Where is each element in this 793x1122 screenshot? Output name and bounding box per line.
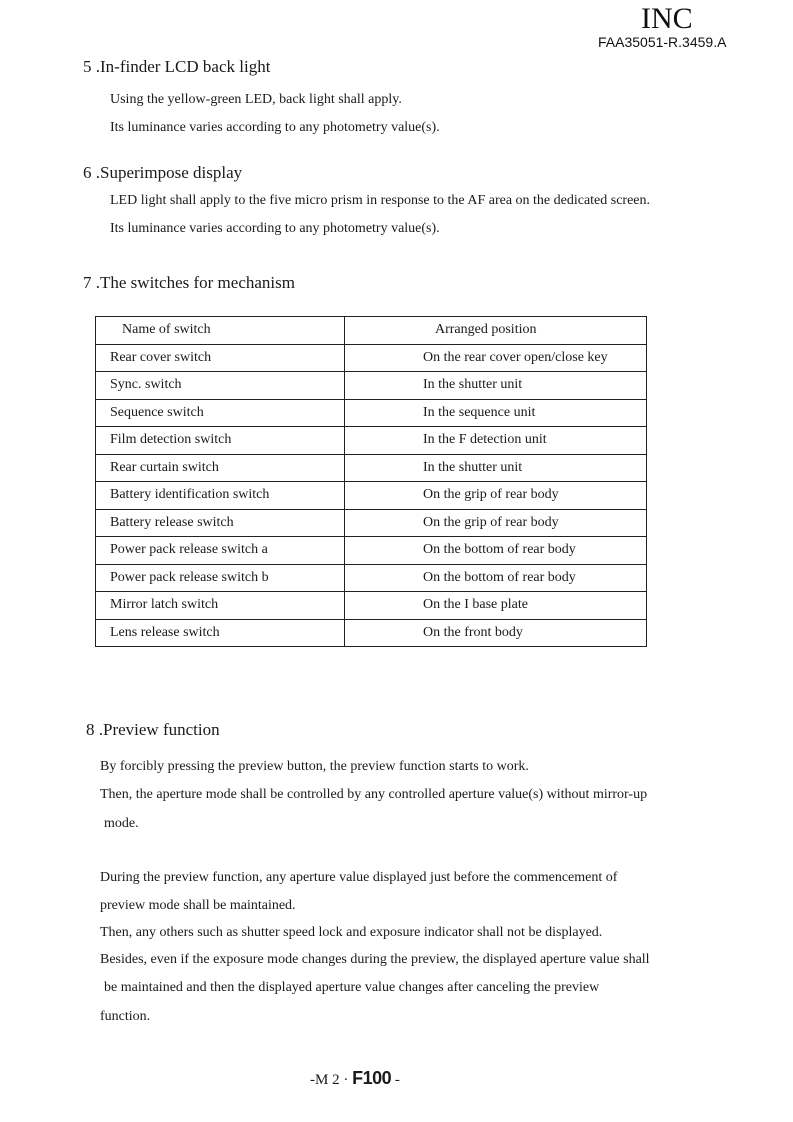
model-name: F100 [352, 1068, 392, 1088]
switch-name-cell: Mirror latch switch [96, 592, 345, 620]
section-8-line-9: function. [100, 1009, 151, 1024]
switch-position-cell: In the shutter unit [345, 372, 647, 400]
section-6-line-1: LED light shall apply to the five micro prism in response to the AF area on the dedicated screen. [110, 193, 651, 208]
section-8-line-4: During the preview function, any aperture value displayed just before the commencement of [100, 870, 618, 885]
section-8-line-2: Then, the aperture mode shall be controlled by any controlled aperture value(s) without mirror-up [100, 787, 648, 802]
section-6-title: 6 .Superimpose display [83, 163, 243, 182]
switch-position-cell: On the grip of rear body [345, 509, 647, 537]
table-row [96, 372, 647, 400]
switch-position-cell: On the bottom of rear body [345, 537, 647, 565]
table-row [96, 344, 647, 372]
footer-dash: - [394, 1072, 400, 1088]
switch-name-cell: Lens release switch [96, 619, 345, 647]
table-row [96, 399, 647, 427]
section-5-line-1: Using the yellow-green LED, back light shall apply. [110, 92, 402, 107]
section-8-line-3: mode. [104, 816, 139, 831]
switch-name-cell: Rear cover switch [96, 344, 345, 372]
table-row [96, 564, 647, 592]
table-row [96, 619, 647, 647]
switch-position-cell: On the front body [345, 619, 647, 647]
switch-position-cell: In the sequence unit [345, 399, 647, 427]
table-row [96, 482, 647, 510]
switch-table [95, 316, 647, 647]
table-header-cell: Arranged position [345, 317, 647, 345]
switch-name-cell: Film detection switch [96, 427, 345, 455]
switch-position-cell: On the rear cover open/close key [345, 344, 647, 372]
table-row [96, 537, 647, 565]
section-8-title: 8 .Preview function [86, 720, 220, 739]
switch-position-cell: On the I base plate [345, 592, 647, 620]
section-5-line-2: Its luminance varies according to any photometry value(s). [110, 120, 440, 135]
table-row [96, 454, 647, 482]
section-8-line-5: preview mode shall be maintained. [100, 898, 296, 913]
switch-name-cell: Power pack release switch a [96, 537, 345, 565]
section-8-line-7: Besides, even if the exposure mode changes during the preview, the displayed aperture value shall [100, 952, 650, 967]
table-row [96, 509, 647, 537]
section-6-line-2: Its luminance varies according to any photometry value(s). [110, 221, 440, 236]
document-code: FAA35051-R.3459.A [598, 34, 727, 50]
section-5-title: 5 .In-finder LCD back light [83, 57, 271, 76]
switch-name-cell: Sequence switch [96, 399, 345, 427]
section-7-title: 7 .The switches for mechanism [83, 273, 295, 292]
switch-position-cell: On the grip of rear body [345, 482, 647, 510]
switch-position-cell: In the F detection unit [345, 427, 647, 455]
brand-logo-text: INC [641, 2, 693, 35]
switch-position-cell: In the shutter unit [345, 454, 647, 482]
table-header-row [96, 317, 647, 345]
table-row [96, 427, 647, 455]
section-8-line-8: be maintained and then the displayed aperture value changes after canceling the preview [104, 980, 600, 995]
page-footer [310, 1068, 400, 1090]
section-8-line-1: By forcibly pressing the preview button, the preview function starts to work. [100, 759, 529, 774]
switch-name-cell: Battery release switch [96, 509, 345, 537]
section-8-line-6: Then, any others such as shutter speed lock and exposure indicator shall not be displayed. [100, 925, 603, 940]
switch-name-cell: Sync. switch [96, 372, 345, 400]
switch-position-cell: On the bottom of rear body [345, 564, 647, 592]
table-header-cell: Name of switch [96, 317, 345, 345]
table-row [96, 592, 647, 620]
switch-name-cell: Rear curtain switch [96, 454, 345, 482]
page-number: -M 2 · [310, 1072, 349, 1088]
switch-name-cell: Battery identification switch [96, 482, 345, 510]
switch-name-cell: Power pack release switch b [96, 564, 345, 592]
